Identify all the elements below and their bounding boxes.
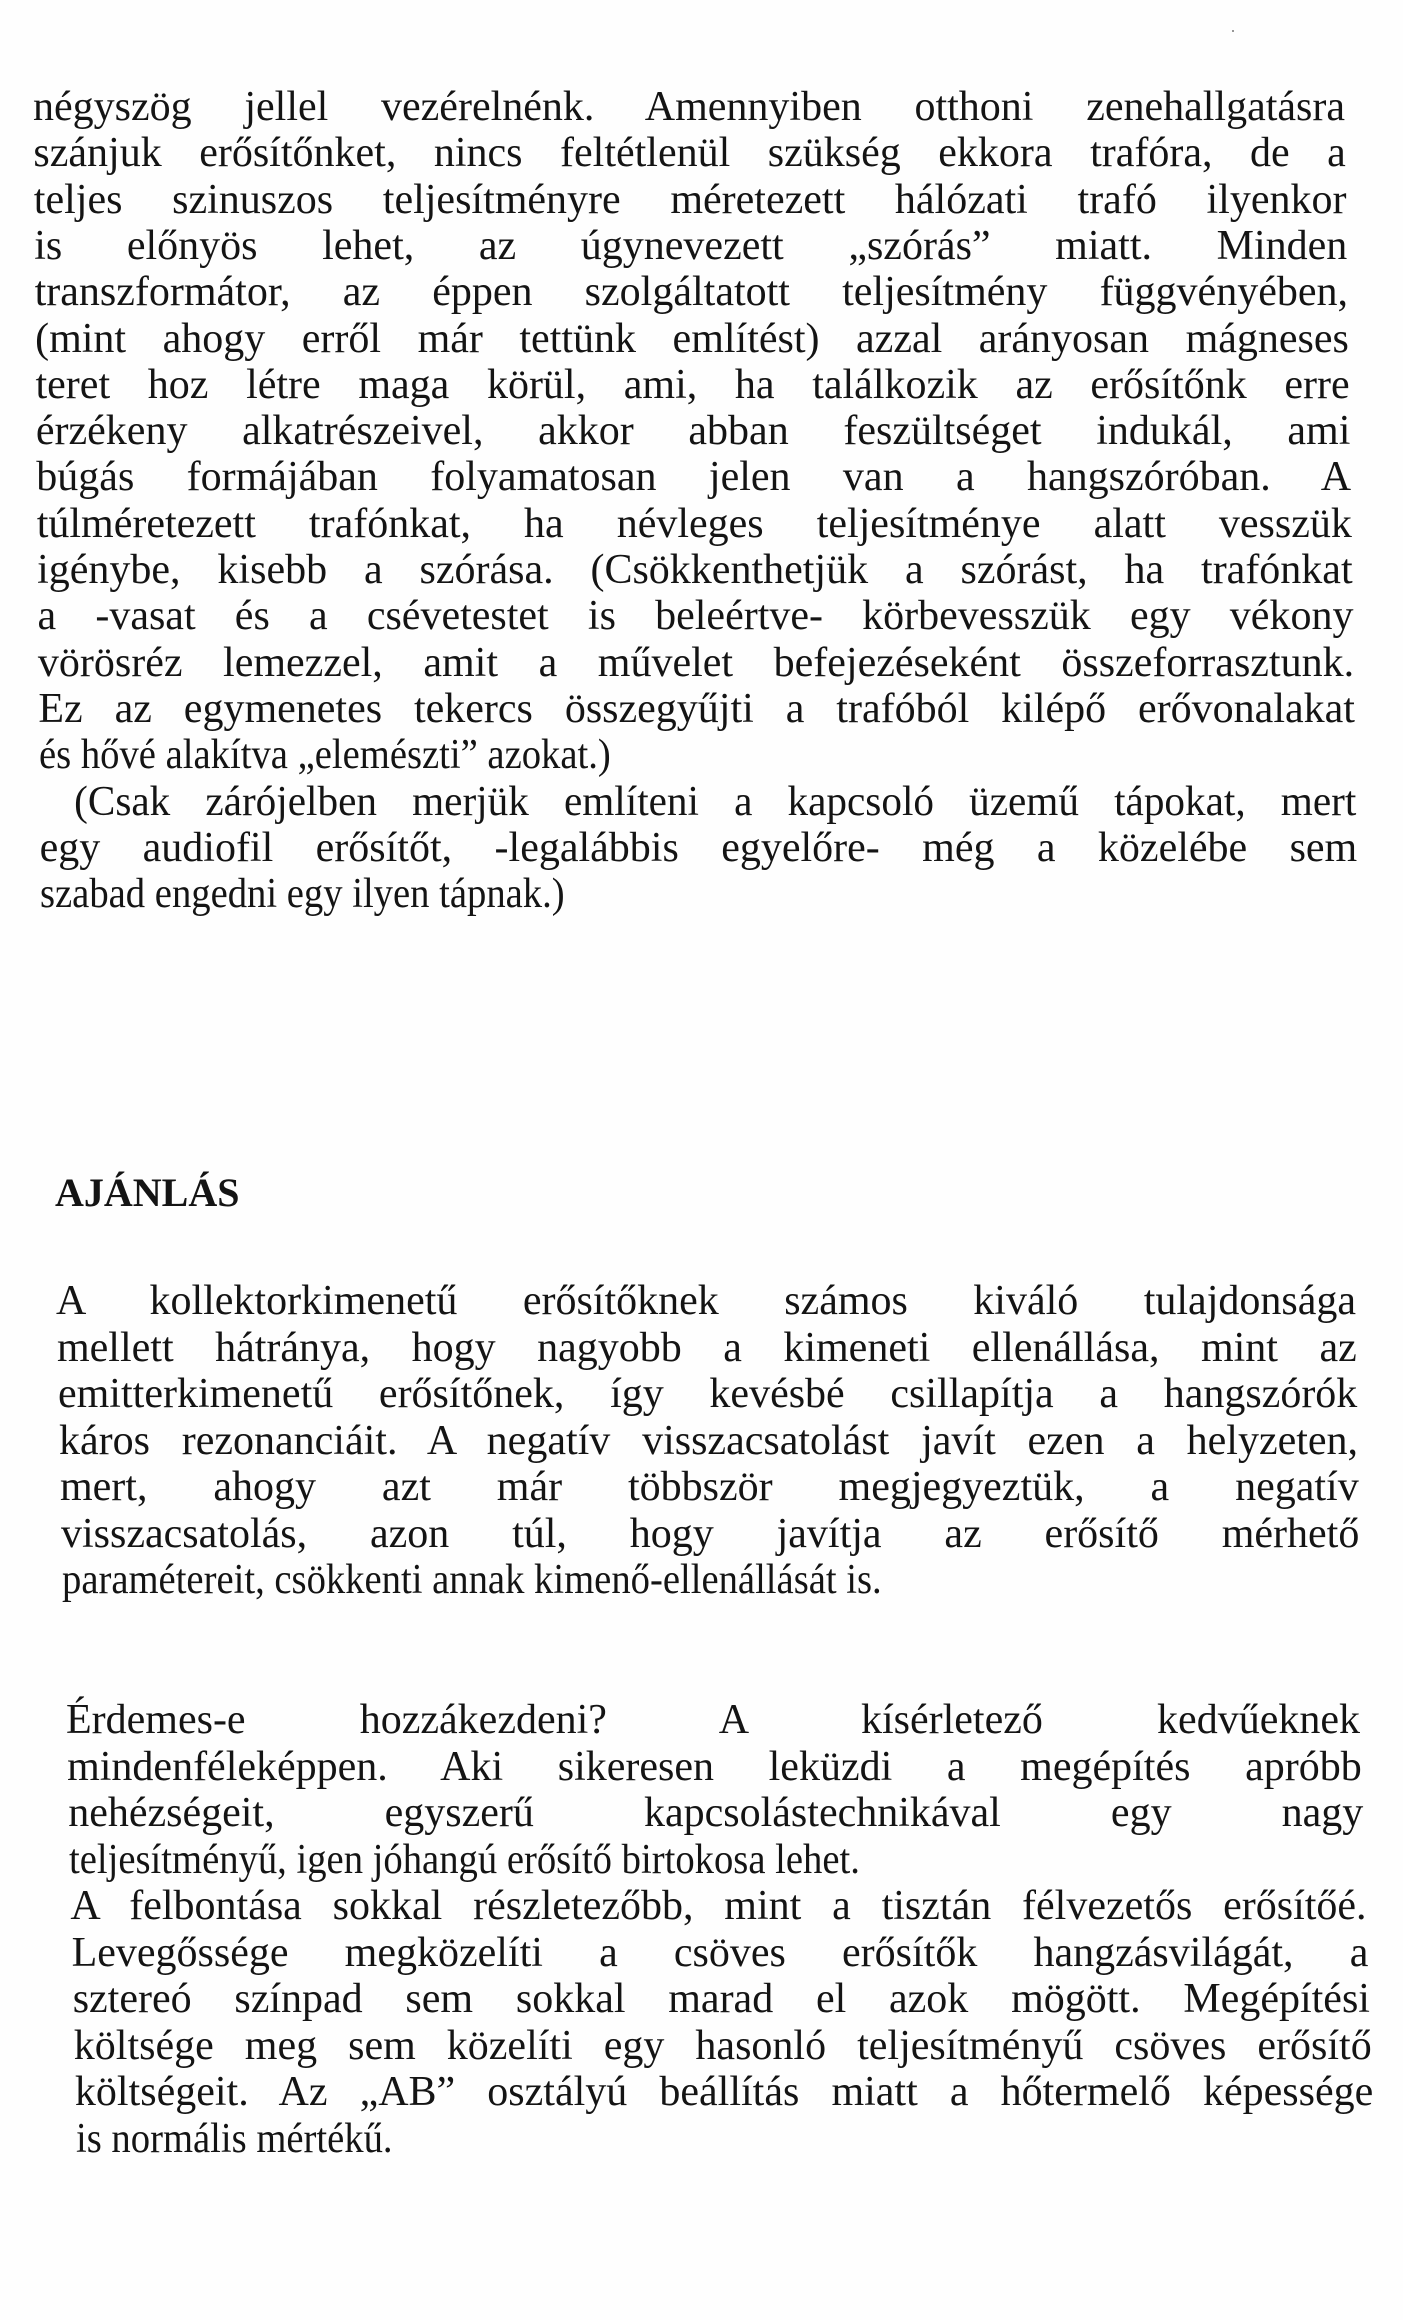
text-line-content: egy audiofil erősítőt, -legalábbis egyelőre- még a közelébe sem xyxy=(39,824,1358,871)
text-line-content: visszacsatolás, azon túl, hogy javítja az erősítő mérhető xyxy=(61,1510,1360,1557)
text-line xyxy=(34,177,1347,223)
text-line xyxy=(59,1418,1358,1464)
text-line-content: is előnyös lehet, az úgynevezett „szórás” miatt. Minden xyxy=(34,222,1348,269)
text-line xyxy=(72,1930,1369,1976)
text-line xyxy=(61,1511,1359,1557)
text-line xyxy=(40,871,610,917)
text-line-content: és hővé alakítva „elemészti” azokat.) xyxy=(38,732,611,779)
text-line-content: szabad engedni egy ilyen tápnak.) xyxy=(40,871,565,918)
text-line xyxy=(36,408,1351,454)
text-line xyxy=(57,1325,1357,1371)
text-line-content: paramétereit, csökkenti annak kimenő-ellenállását is. xyxy=(62,1557,882,1603)
text-line xyxy=(58,1371,1357,1417)
scan-speck xyxy=(1232,30,1234,32)
text-line-content: mert, ahogy azt már többször megjegyeztük, a negatív xyxy=(60,1464,1359,1510)
text-line-content: is normális mértékű. xyxy=(76,2115,393,2162)
text-line xyxy=(34,223,1347,269)
text-line xyxy=(37,501,1352,547)
text-line xyxy=(70,1883,1366,1929)
text-line-content: búgás formájában folyamatosan jelen van a hangszóróban. A xyxy=(36,454,1352,501)
text-line xyxy=(66,1697,1360,1743)
text-line xyxy=(40,825,1358,871)
text-line-content: teljes szinuszos teljesítményre méretezett hálózati trafó ilyenkor xyxy=(33,176,1347,223)
text-line-content: A kollektorkimenetű erősítőknek számos kiváló tulajdonsága xyxy=(56,1278,1356,1324)
text-line xyxy=(35,316,1349,362)
text-line-content: (Csak zárójelben merjük említeni a kapcsoló üzemű tápokat, mert xyxy=(39,778,1357,825)
text-line-content: teret hoz létre maga körül, ami, ha találkozik az erősítőnk erre xyxy=(35,361,1350,408)
text-line-content: A felbontása sokkal részletezőbb, mint a tisztán félvezetős erősítőé. xyxy=(70,1883,1367,1929)
text-line-content: Érdemes-e hozzákezdeni? A kísérletező kedvűeknek xyxy=(66,1697,1360,1743)
text-line-content: transzformátor, az éppen szolgáltatott teljesítmény függvényében, xyxy=(34,269,1348,316)
text-line xyxy=(67,1744,1362,1790)
text-line xyxy=(33,130,1345,176)
text-line-content: túlméretezett trafónkat, ha névleges teljesítménye alatt vesszük xyxy=(36,500,1352,547)
text-line-content: Ez az egymenetes tekercs összegyűjti a trafóból kilépő erővonalakat xyxy=(38,685,1355,732)
text-line xyxy=(69,1837,929,1883)
text-line xyxy=(60,1464,1359,1510)
text-line xyxy=(76,2116,420,2162)
text-line xyxy=(75,2069,1373,2115)
text-line xyxy=(33,84,1345,130)
section-heading-text: AJÁNLÁS xyxy=(55,1170,240,1215)
text-line-content: sztereó színpad sem sokkal marad el azok mögött. Megépítési xyxy=(72,1976,1370,2022)
text-line-content: mindenféleképpen. Aki sikeresen leküzdi a megépítés apróbb xyxy=(67,1743,1362,1790)
text-line-content: a -vasat és a csévetestet is beleértve- körbevesszük egy vékony xyxy=(37,593,1354,640)
text-line xyxy=(62,1557,953,1603)
text-line-content: emitterkimenetű erősítőnek, így kevésbé csillapítja a hangszórók xyxy=(58,1371,1358,1417)
text-line-content: költsége meg sem közelíti egy hasonló teljesítményű csöves erősítő xyxy=(73,2022,1372,2069)
text-line xyxy=(37,547,1353,593)
text-line xyxy=(36,362,1350,408)
text-line-content: Levegőssége megközelíti a csöves erősítők hangzásvilágát, a xyxy=(71,1929,1369,1976)
text-line xyxy=(35,269,1348,315)
text-line xyxy=(38,640,1354,686)
text-line-content: nehézségeit, egyszerű kapcsolástechnikával egy nagy xyxy=(68,1790,1364,1836)
text-line xyxy=(56,1278,1356,1324)
text-line xyxy=(39,732,661,778)
text-line-content: igénybe, kisebb a szórása. (Csökkenthetjük a szórást, ha trafónkat xyxy=(37,547,1353,593)
text-line-content: vörösréz lemezzel, amit a művelet befejezéseként összeforrasztunk. xyxy=(37,639,1355,686)
text-line-content: érzékeny alkatrészeivel, akkor abban feszültséget indukál, ami xyxy=(35,408,1351,455)
section-heading xyxy=(55,1170,239,1216)
text-line xyxy=(38,686,1355,732)
text-line-content: költségeit. Az „AB” osztályú beállítás miatt a hőtermelő képessége xyxy=(74,2069,1374,2115)
text-line xyxy=(74,2023,1372,2069)
text-line-content: (mint ahogy erről már tettünk említést) azzal arányosan mágneses xyxy=(35,315,1349,362)
text-line xyxy=(38,593,1354,639)
text-line xyxy=(73,1976,1370,2022)
text-line-content: négyszög jellel vezérelnénk. Amennyiben otthoni zenehallgatásra xyxy=(33,84,1346,130)
text-line-content: szánjuk erősítőnket, nincs feltétlenül szükség ekkora trafóra, de a xyxy=(33,130,1346,177)
text-line-content: mellett hátránya, hogy nagyobb a kimeneti ellenállása, mint az xyxy=(57,1324,1357,1371)
text-line xyxy=(68,1790,1363,1836)
text-line-content: káros rezonanciáit. A negatív visszacsatolást javít ezen a helyzeten, xyxy=(59,1417,1359,1464)
text-line xyxy=(39,779,1382,825)
text-line-content: teljesítményű, igen jóhangú erősítő birtokosa lehet. xyxy=(69,1836,861,1883)
text-line xyxy=(36,454,1351,500)
